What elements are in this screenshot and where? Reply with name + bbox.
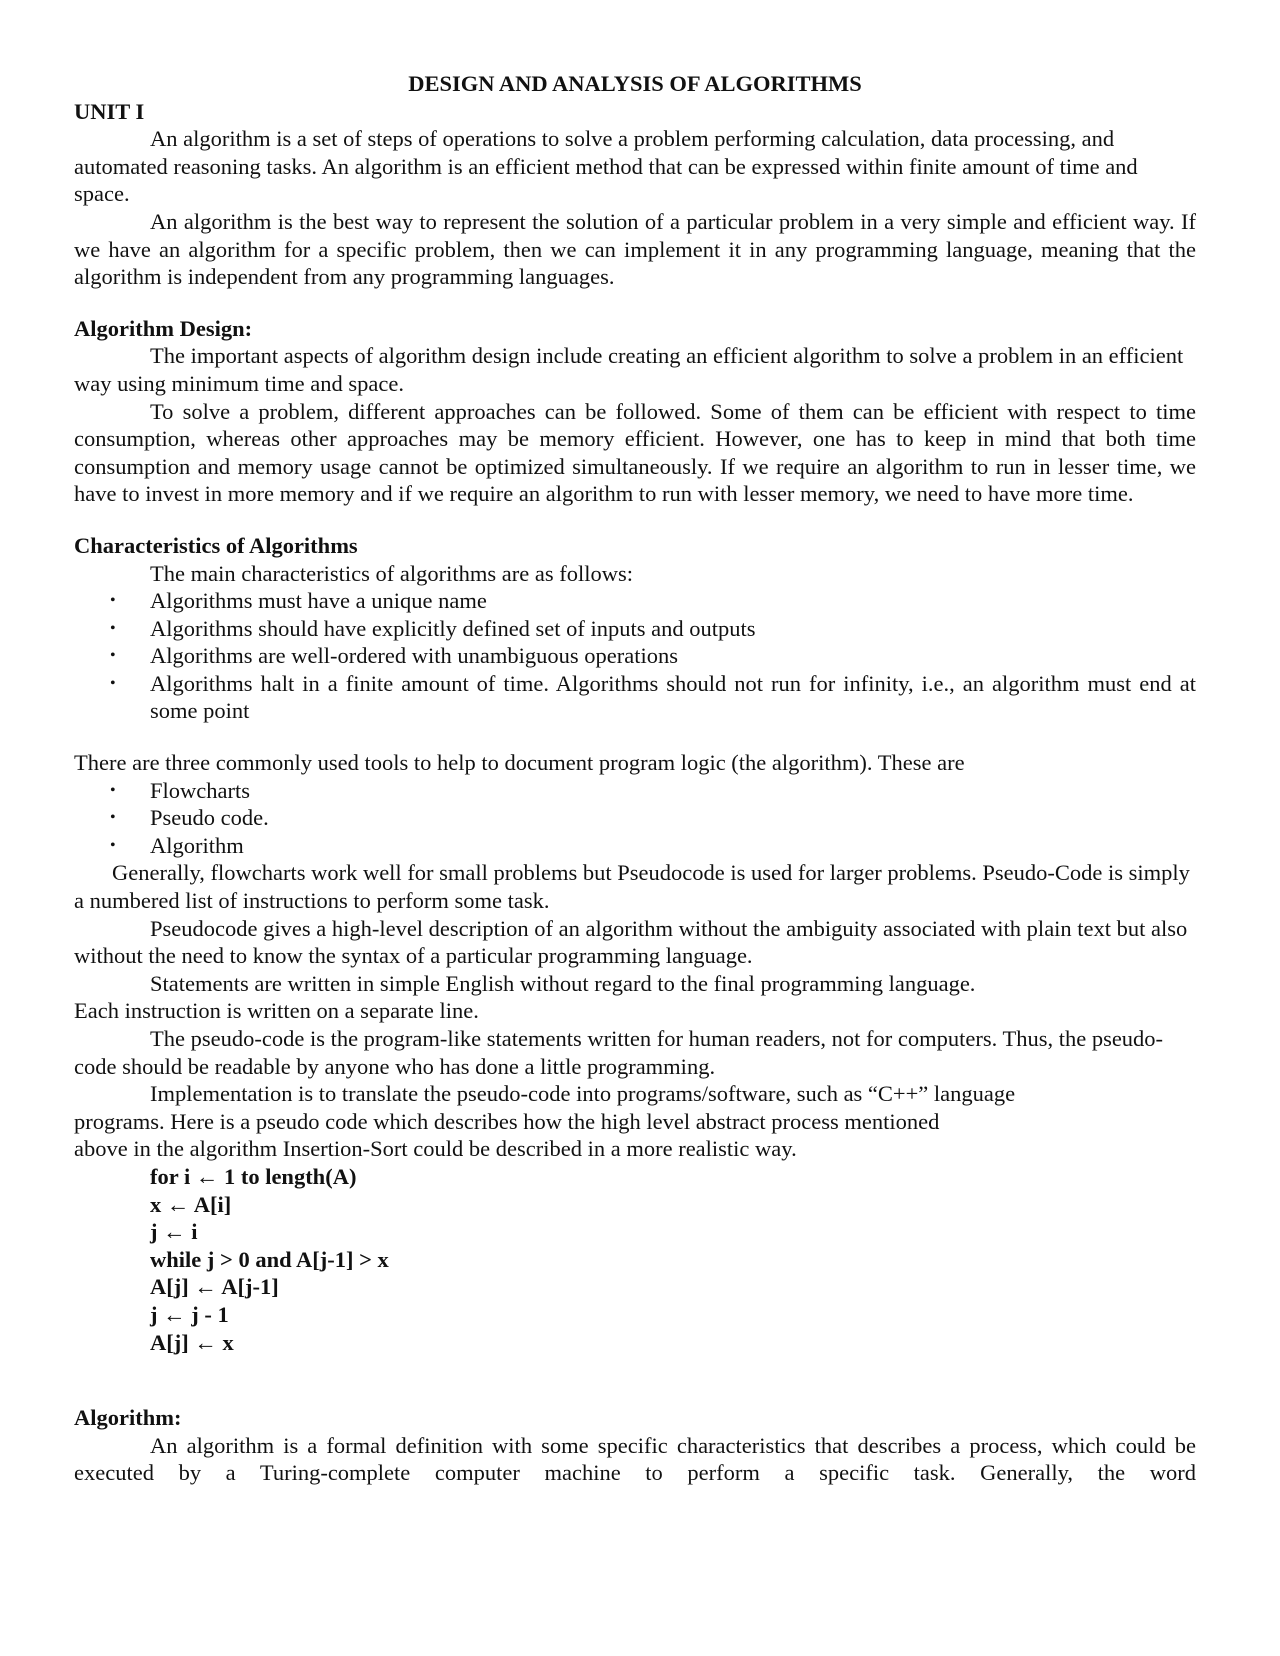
list-item: • Algorithms must have a unique name — [110, 588, 487, 614]
pseudo-paragraph-6a: Implementation is to translate the pseudo-code into programs/software, such as “C++” language — [150, 1081, 1016, 1107]
code-line: A[j] ← x — [150, 1329, 234, 1355]
list-item: • Algorithms should have explicitly defined set of inputs and outputs — [110, 615, 756, 641]
list-item: • Flowcharts — [110, 777, 250, 803]
list-item: • Algorithm — [110, 832, 244, 858]
bullet-icon: • — [110, 619, 116, 637]
algorithm-paragraph: An algorithm is a formal definition with some specific characteristics that describes a process, which could be executed by a Turing-complete computer machine to perform a specific task. Generally, the word — [74, 1432, 1196, 1486]
characteristics-heading: Characteristics of Algorithms — [74, 532, 358, 558]
intro-paragraph-1: An algorithm is a set of steps of operations to solve a problem performing calculation, data processing, and automated reasoning tasks. An algorithm is an efficient method that can be expressed within finite amount of time and space. — [74, 126, 1138, 207]
pseudo-paragraph-5: The pseudo-code is the program-like statements written for human readers, not for computers. Thus, the pseudo-code should be readable by anyone who has done a little programming. — [74, 1026, 1164, 1079]
pseudo-paragraph-4: Each instruction is written on a separate line. — [74, 998, 479, 1024]
design-paragraph-2: To solve a problem, different approaches can be followed. Some of them can be efficient with respect to time consumption, whereas other approaches may be memory efficient. However, one has to keep in mind that both time consumption and memory usage cannot be optimized simultaneously. If we require an algorithm to run in lesser time, we have to invest in more memory and if we require an algorithm to run with lesser memory, we need to have more time. — [74, 398, 1196, 507]
algorithm-heading: Algorithm: — [74, 1405, 182, 1431]
bullet-icon: • — [110, 592, 116, 610]
design-paragraph-1: The important aspects of algorithm design include creating an efficient algorithm to solve a problem in an efficient way using minimum time and space. — [74, 343, 1184, 396]
pseudo-paragraph-2: Pseudocode gives a high-level description of an algorithm without the ambiguity associated with plain text but also without the need to know the syntax of a particular programming language. — [74, 915, 1188, 969]
pseudo-paragraph-1: Generally, flowcharts work well for small problems but Pseudocode is used for larger problems. Pseudo-Code is simply a numbered list of instructions to perform some task. — [74, 860, 1190, 914]
pseudo-paragraph-6c: above in the algorithm Insertion-Sort could be described in a more realistic way. — [74, 1136, 797, 1162]
characteristics-lead: The main characteristics of algorithms are as follows: — [150, 560, 633, 586]
bullet-icon: • — [110, 809, 116, 827]
document-page — [74, 70, 1196, 1487]
list-item: • Algorithms are well-ordered with unambiguous operations — [110, 643, 679, 669]
code-line: x ← A[i] — [150, 1191, 232, 1217]
pseudocode-block — [74, 1163, 1196, 1356]
code-line: j ← i — [150, 1219, 198, 1245]
design-heading: Algorithm Design: — [74, 315, 253, 341]
list-item: • Algorithms halt in a finite amount of time. Algorithms should not run for infinity, i.e., an algorithm must end at some point — [110, 670, 1196, 724]
tools-lead: There are three commonly used tools to help to document program logic (the algorithm). These are — [74, 750, 965, 776]
bullet-icon: • — [110, 836, 116, 854]
pseudo-paragraph-6b: programs. Here is a pseudo code which describes how the high level abstract process mentioned — [74, 1108, 940, 1134]
document-title: DESIGN AND ANALYSIS OF ALGORITHMS — [408, 71, 862, 96]
tools-list — [74, 777, 1196, 860]
code-line: A[j] ← A[j-1] — [150, 1274, 279, 1300]
bullet-icon: • — [110, 674, 116, 692]
list-item: • Pseudo code. — [110, 805, 269, 831]
pseudo-paragraph-3: Statements are written in simple English without regard to the final programming language. — [150, 970, 976, 996]
code-line: for i ← 1 to length(A) — [150, 1163, 357, 1189]
characteristics-list — [74, 587, 1196, 725]
code-line: while j > 0 and A[j-1] > x — [150, 1246, 389, 1272]
code-line: j ← j - 1 — [150, 1301, 229, 1327]
intro-paragraph-2: An algorithm is the best way to represent the solution of a particular problem in a very simple and efficient way. If we have an algorithm for a specific problem, then we can implement it in any programming language, meaning that the algorithm is independent from any programming languages. — [74, 208, 1196, 290]
bullet-icon: • — [110, 647, 116, 665]
bullet-icon: • — [110, 781, 116, 799]
unit-heading: UNIT I — [74, 98, 145, 124]
